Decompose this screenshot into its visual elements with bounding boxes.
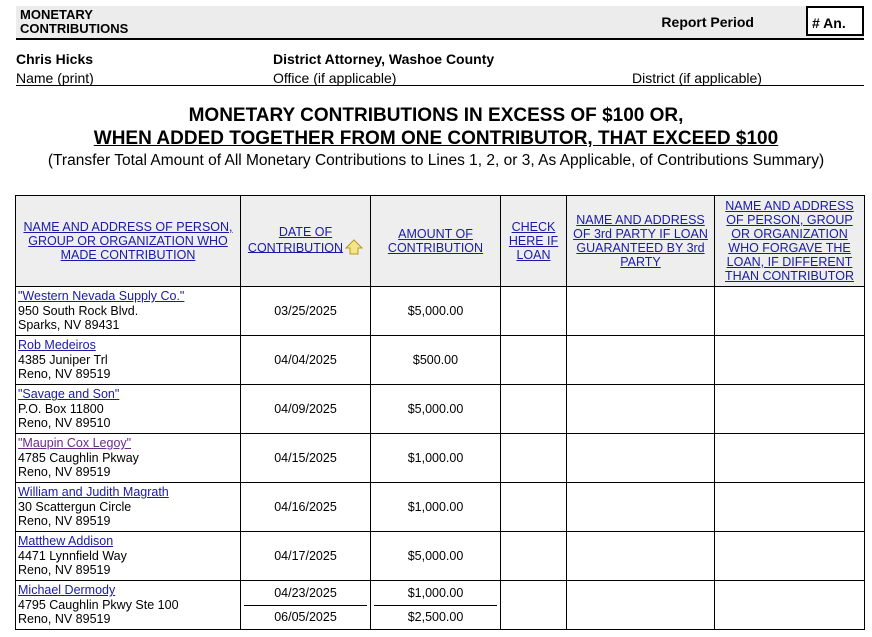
contributor-address-line1: 4795 Caughlin Pkwy Ste 100 bbox=[18, 597, 179, 612]
table-header-row bbox=[16, 196, 865, 287]
contributor-address-line1: P.O. Box 11800 bbox=[18, 401, 104, 416]
forgave-cell bbox=[715, 581, 865, 630]
contributor-address-line2: Sparks, NV 89431 bbox=[18, 318, 120, 333]
contributor-cell bbox=[16, 434, 241, 483]
form-title-line1: MONETARY bbox=[20, 7, 93, 22]
contributor-address-line2: Reno, NV 89519 bbox=[18, 367, 111, 382]
header-amount-label: AMOUNT OF CONTRIBUTION bbox=[387, 227, 484, 255]
contribution-amount: $5,000.00 bbox=[371, 287, 501, 336]
contributor-address-line1: 4471 Lynnfield Way bbox=[18, 548, 127, 563]
header-name-address-label: NAME AND ADDRESS OF PERSON, GROUP OR ORGANIZATION WHO MADE CONTRIBUTION bbox=[23, 220, 233, 262]
filer-name: Chris Hicks bbox=[16, 51, 94, 67]
filer-office: District Attorney, Washoe County bbox=[273, 51, 495, 67]
third-party-cell bbox=[567, 336, 715, 385]
contributor-address-line2: Reno, NV 89519 bbox=[18, 612, 111, 627]
home-up-arrow-icon[interactable] bbox=[345, 239, 363, 258]
loan-check-cell[interactable] bbox=[501, 434, 567, 483]
contribution-date-cell bbox=[241, 581, 371, 630]
header-amount[interactable] bbox=[371, 196, 501, 287]
contributor-link[interactable]: "Savage and Son" bbox=[18, 387, 120, 402]
contribution-date: 04/23/2025 bbox=[244, 581, 367, 606]
contributor-cell bbox=[16, 336, 241, 385]
table-row bbox=[16, 434, 865, 483]
table-row bbox=[16, 581, 865, 630]
table-row bbox=[16, 532, 865, 581]
contributor-link[interactable]: "Western Nevada Supply Co." bbox=[18, 289, 185, 304]
loan-check-cell[interactable] bbox=[501, 483, 567, 532]
forgave-cell bbox=[715, 483, 865, 532]
contributor-address-line2: Reno, NV 89519 bbox=[18, 514, 111, 529]
filer-name-label: Name (print) bbox=[16, 70, 94, 86]
table-row bbox=[16, 385, 865, 434]
contribution-amount: $500.00 bbox=[371, 336, 501, 385]
third-party-cell bbox=[567, 581, 715, 630]
amendment-number-box[interactable]: # An. bbox=[806, 6, 864, 36]
form-title bbox=[20, 8, 128, 36]
forgave-cell bbox=[715, 336, 865, 385]
header-forgave-label: NAME AND ADDRESS OF PERSON, GROUP OR ORGANIZATION WHO FORGAVE THE LOAN, IF DIFFERENT THAN CONTRIBUTOR bbox=[725, 199, 854, 283]
contributor-address-line2: Reno, NV 89519 bbox=[18, 465, 111, 480]
contribution-date: 04/15/2025 bbox=[241, 434, 371, 483]
loan-check-cell[interactable] bbox=[501, 581, 567, 630]
contributor-link[interactable]: "Maupin Cox Legoy" bbox=[18, 436, 132, 451]
contributor-address-line2: Reno, NV 89510 bbox=[18, 416, 111, 431]
header-third-party[interactable] bbox=[567, 196, 715, 287]
contribution-date: 03/25/2025 bbox=[241, 287, 371, 336]
header-third-party-label: NAME AND ADDRESS OF 3rd PARTY IF LOAN GUARANTEED BY 3rd PARTY bbox=[573, 213, 708, 269]
header-name-address[interactable] bbox=[16, 196, 241, 287]
contribution-amount-cell bbox=[371, 581, 501, 630]
loan-check-cell[interactable] bbox=[501, 385, 567, 434]
report-period-label: Report Period bbox=[661, 14, 754, 30]
loan-check-cell[interactable] bbox=[501, 287, 567, 336]
filer-info bbox=[16, 51, 864, 86]
contribution-date: 04/16/2025 bbox=[241, 483, 371, 532]
table-row bbox=[16, 483, 865, 532]
contributions-table bbox=[15, 195, 865, 630]
forgave-cell bbox=[715, 434, 865, 483]
contribution-amount: $5,000.00 bbox=[371, 532, 501, 581]
table-row bbox=[16, 336, 865, 385]
form-header-bar bbox=[16, 6, 864, 40]
contribution-amount-2: $2,500.00 bbox=[407, 610, 464, 625]
forgave-cell bbox=[715, 385, 865, 434]
loan-check-cell[interactable] bbox=[501, 336, 567, 385]
form-title-line2: CONTRIBUTIONS bbox=[20, 21, 129, 36]
contribution-date-2: 06/05/2025 bbox=[274, 610, 337, 625]
header-forgave[interactable] bbox=[715, 196, 865, 287]
header-check-loan-label: CHECK HERE IF LOAN bbox=[508, 220, 559, 262]
third-party-cell bbox=[567, 434, 715, 483]
contribution-date: 04/17/2025 bbox=[241, 532, 371, 581]
third-party-cell bbox=[567, 532, 715, 581]
third-party-cell bbox=[567, 385, 715, 434]
header-check-loan[interactable] bbox=[501, 196, 567, 287]
loan-check-cell[interactable] bbox=[501, 532, 567, 581]
header-date[interactable] bbox=[241, 196, 371, 287]
contributor-link[interactable]: William and Judith Magrath bbox=[18, 485, 169, 500]
contribution-date: 04/09/2025 bbox=[241, 385, 371, 434]
filer-office-label: Office (if applicable) bbox=[273, 70, 397, 86]
contribution-amount: $1,000.00 bbox=[374, 581, 497, 606]
contribution-date: 04/04/2025 bbox=[241, 336, 371, 385]
contributor-link[interactable]: Matthew Addison bbox=[18, 534, 114, 549]
contributor-cell bbox=[16, 483, 241, 532]
forgave-cell bbox=[715, 287, 865, 336]
contributor-address-line1: 30 Scattergun Circle bbox=[18, 499, 132, 514]
contributor-address-line1: 4385 Juniper Trl bbox=[18, 352, 108, 367]
contributor-address-line1: 4785 Caughlin Pkway bbox=[18, 450, 139, 465]
filer-district-label: District (if applicable) bbox=[632, 70, 762, 86]
contributor-address-line1: 950 South Rock Blvd. bbox=[18, 303, 139, 318]
contributor-cell bbox=[16, 385, 241, 434]
table-row bbox=[16, 287, 865, 336]
contributor-address-line2: Reno, NV 89519 bbox=[18, 563, 111, 578]
contribution-amount: $1,000.00 bbox=[371, 434, 501, 483]
header-date-label: DATE OF CONTRIBUTION bbox=[247, 224, 344, 255]
contribution-amount: $1,000.00 bbox=[371, 483, 501, 532]
section-title-line2: WHEN ADDED TOGETHER FROM ONE CONTRIBUTOR, THAT EXCEED $100 bbox=[93, 128, 779, 149]
contributor-cell bbox=[16, 532, 241, 581]
section-title-line1: MONETARY CONTRIBUTIONS IN EXCESS OF $100 OR, bbox=[188, 105, 684, 126]
contribution-amount: $5,000.00 bbox=[371, 385, 501, 434]
contributor-cell bbox=[16, 581, 241, 630]
contributor-link[interactable]: Rob Medeiros bbox=[18, 338, 96, 353]
contributor-cell bbox=[16, 287, 241, 336]
section-instructions: (Transfer Total Amount of All Monetary Contributions to Lines 1, 2, or 3, As Applicable, of Contributions Summary) bbox=[47, 152, 825, 169]
forgave-cell bbox=[715, 532, 865, 581]
third-party-cell bbox=[567, 483, 715, 532]
contributor-link[interactable]: Michael Dermody bbox=[18, 583, 116, 598]
third-party-cell bbox=[567, 287, 715, 336]
